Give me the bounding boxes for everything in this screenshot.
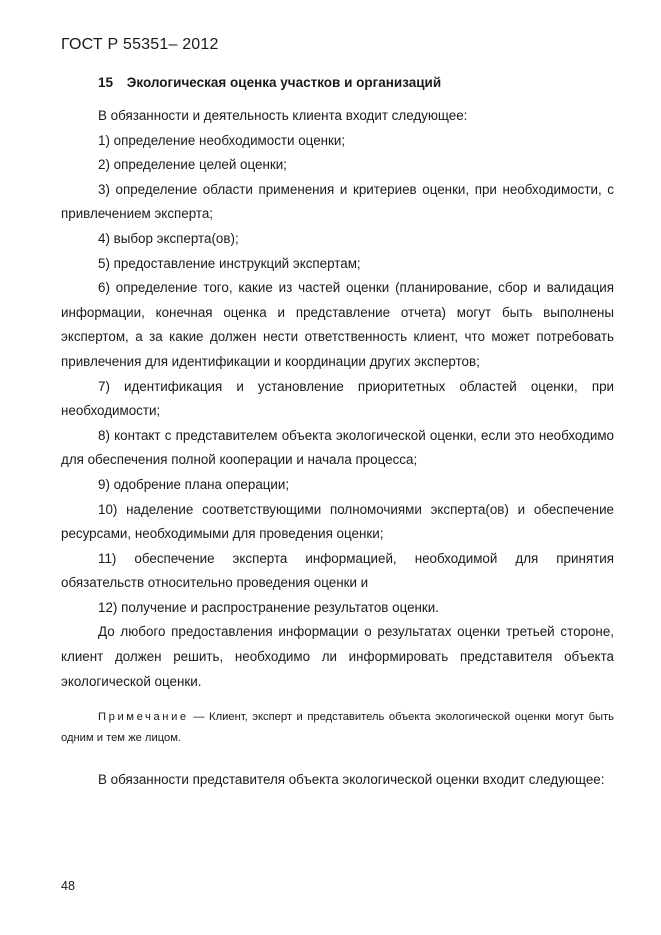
note (61, 707, 614, 749)
list-item: 11) обеспечение эксперта информацией, необходимой для принятия обязательств относительно проведения оценки и (61, 550, 614, 591)
list-item: 10) наделение соответствующими полномочиями эксперта(ов) и обеспечение ресурсами, необходимыми для проведения оценки; (61, 501, 614, 542)
paragraph-representative: В обязанности представителя объекта экологической оценки входит следующее: (98, 772, 605, 788)
section-number: 15 (98, 75, 114, 90)
note-label: Примечание (98, 711, 189, 724)
list-item: 8) контакт с представителем объекта экологической оценки, если это необходимо для обеспечения полной кооперации и начала процесса; (61, 427, 614, 468)
section-title: Экологическая оценка участков и организаций (126, 75, 442, 90)
document-body (61, 104, 614, 793)
page-number: 48 (61, 879, 75, 893)
list-item: 3) определение области применения и критериев оценки, при необходимости, с привлечением эксперта; (61, 181, 614, 222)
list-item: 5) предоставление инструкций экспертам; (98, 255, 361, 271)
paragraph-disclosure: До любого предоставления информации о результатах оценки третьей стороне, клиент должен решить, необходимо ли информировать представителя объекта экологической оценки. (61, 624, 614, 689)
section-heading (98, 75, 441, 90)
list-item: 2) определение целей оценки; (98, 157, 287, 173)
note-text: — Клиент, эксперт и представитель объекта экологической оценки могут быть одним и тем же лицом. (61, 711, 614, 745)
list-item: 7) идентификация и установление приоритетных областей оценки, при необходимости; (61, 378, 614, 419)
list-item: 9) одобрение плана операции; (98, 476, 290, 492)
paragraph-intro: В обязанности и деятельность клиента входит следующее: (98, 108, 468, 123)
list-item: 4) выбор эксперта(ов); (98, 230, 239, 246)
document-code: ГОСТ Р 55351– 2012 (61, 36, 219, 53)
list-item: 6) определение того, какие из частей оценки (планирование, сбор и валидация информации, конечная оценка и представление отчета) могут быть выполнены экспертом, а за какие должен нести ответственность клиент, что может потребовать привлечения для идентификации и координации других экспертов; (61, 280, 614, 369)
list-item: 12) получение и распространение результатов оценки. (98, 599, 439, 615)
list-item: 1) определение необходимости оценки; (98, 132, 346, 148)
